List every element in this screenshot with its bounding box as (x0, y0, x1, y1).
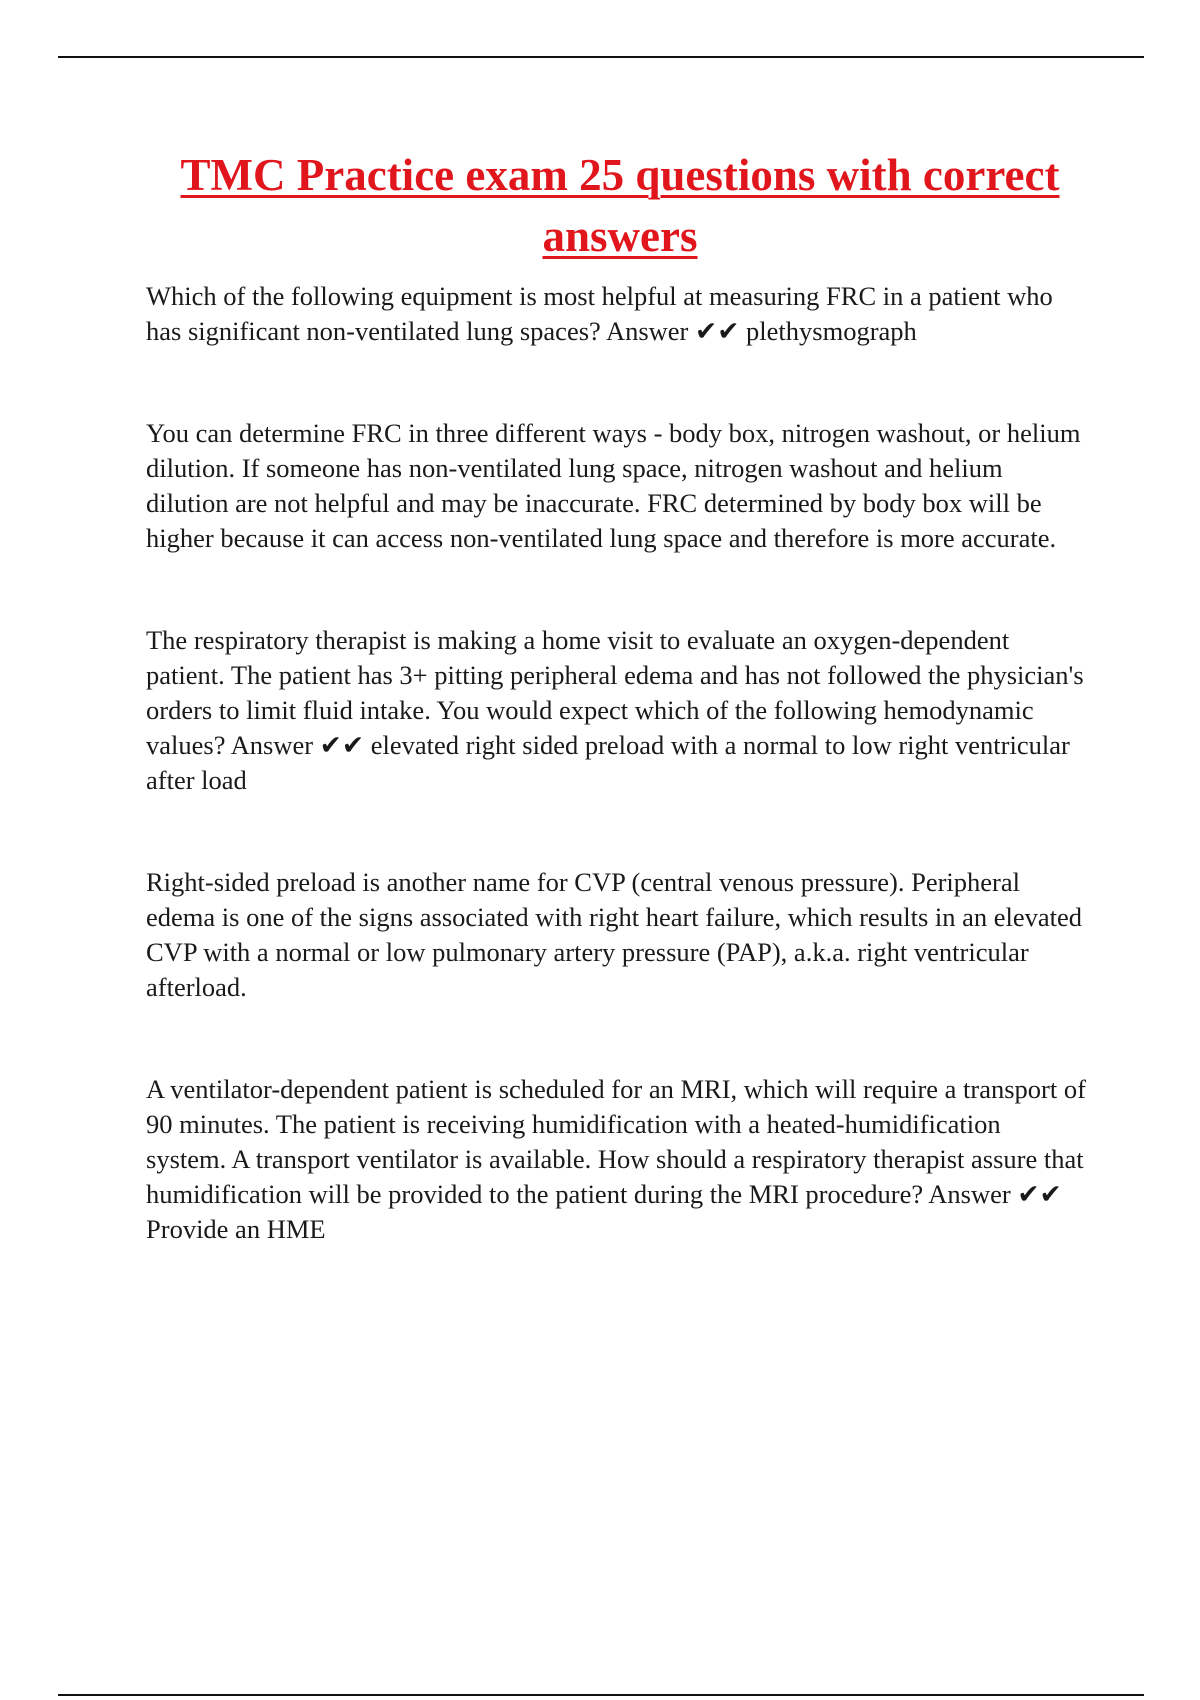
question-2: The respiratory therapist is making a home visit to evaluate an oxygen-dependent patient. The patient has 3+ pitting peripheral edema and has not followed the physician's orders to limit fluid intake. You would expect which of the following hemodynamic values? Answer ✔✔ elevated right sided preload with a normal to low right ventricular after load (146, 625, 1084, 795)
question-1: Which of the following equipment is most helpful at measuring FRC in a patient who has significant non-ventilated lung spaces? Answer ✔✔ plethysmograph (146, 281, 1053, 346)
bottom-divider (58, 1694, 1144, 1696)
explanation-1: You can determine FRC in three different ways - body box, nitrogen washout, or helium dilution. If someone has non-ventilated lung space, nitrogen washout and helium dilution are not helpful and may be inaccurate. FRC determined by body box will be higher because it can access non-ventilated lung space and therefore is more accurate. (146, 418, 1081, 553)
top-divider (58, 56, 1144, 58)
question-3: A ventilator-dependent patient is scheduled for an MRI, which will require a transport of 90 minutes. The patient is receiving humidification with a heated-humidification system. A transport ventilator is available. How should a respiratory therapist assure that humidification will be provided to the patient during the MRI procedure? Answer ✔✔ Provide an HME (146, 1074, 1086, 1244)
explanation-2: Right-sided preload is another name for CVP (central venous pressure). Peripheral edema is one of the signs associated with right heart failure, which results in an elevated CVP with a normal or low pulmonary artery pressure (PAP), a.k.a. right ventricular afterload. (146, 867, 1083, 1002)
document-title: TMC Practice exam 25 questions with correct answers (180, 150, 1060, 261)
document-body (146, 279, 1086, 1247)
